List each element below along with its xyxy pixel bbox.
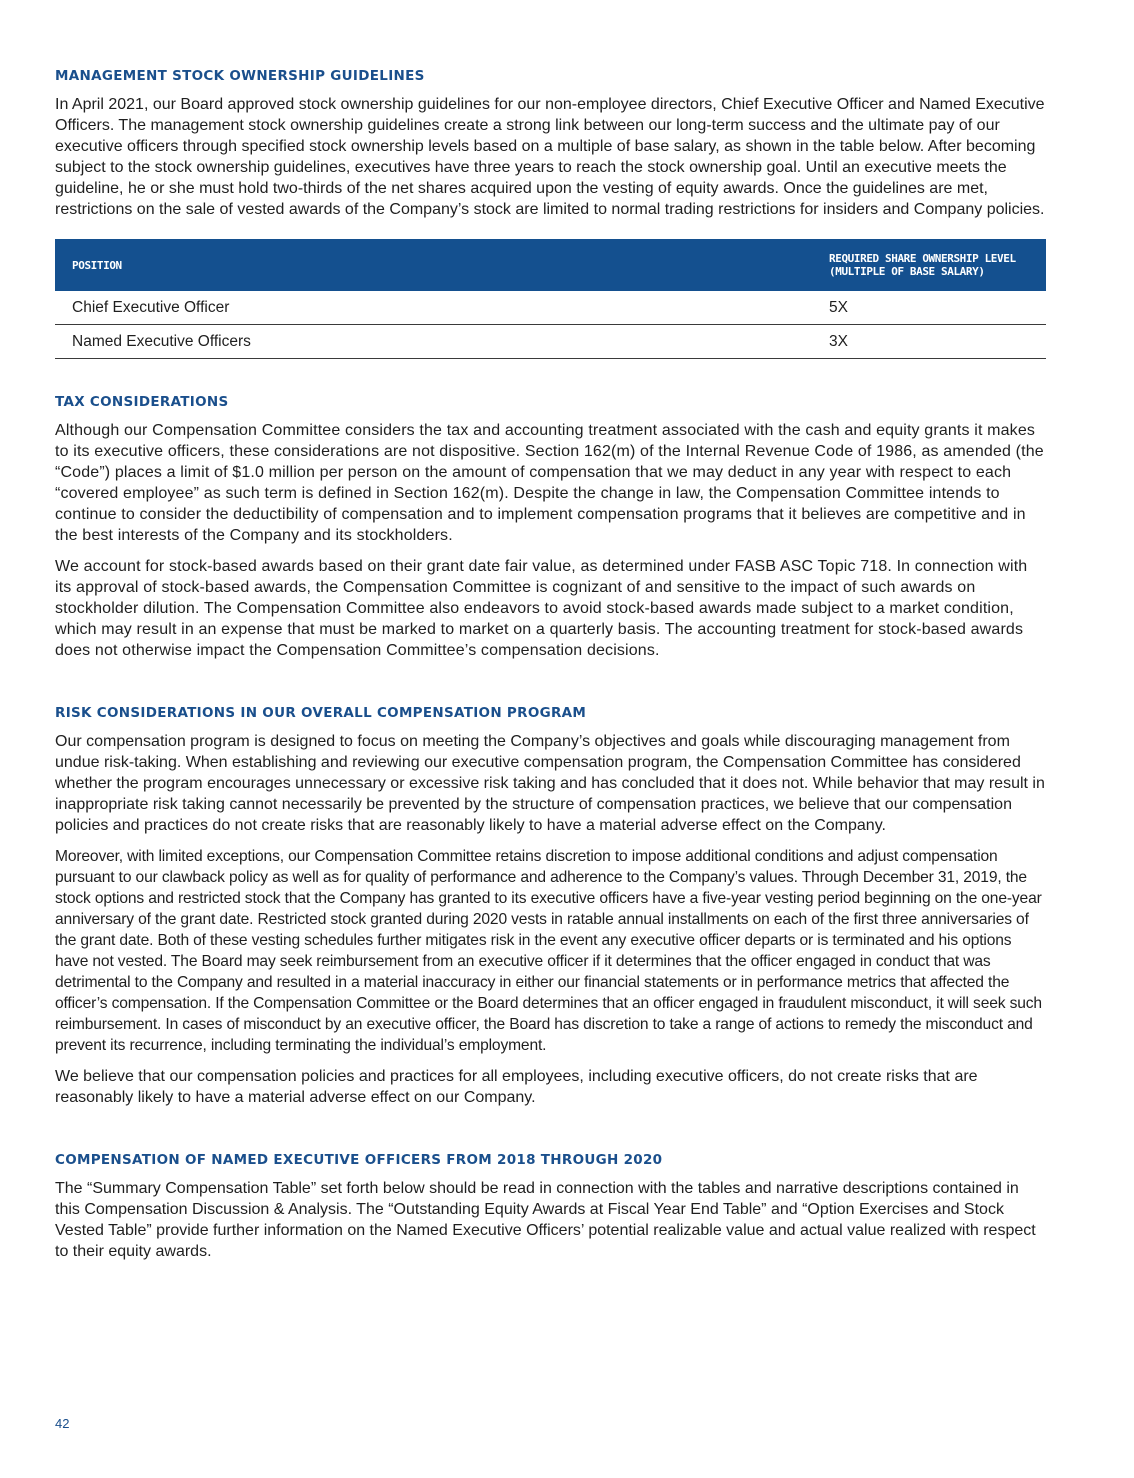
spacer [55, 671, 1046, 705]
page-number: 42 [55, 1416, 70, 1431]
tax-paragraph-1: Although our Compensation Committee considers the tax and accounting treatment associated with the cash and equity grants it makes to its executive officers, these considerations are not dispositive. Section 162(m) of the Internal Revenue Code of 1986, as amended (the “Code”) places a limit of $1.0 million per person on the amount of compensation that we may deduct in any year with respect to each “covered employee” as such term is defined in Section 162(m). Despite the change in law, the Compensation Committee intends to continue to consider the deductibility of compensation and to implement compensation programs that it believes are competitive and in the best interests of the Company and its stockholders. [55, 422, 1044, 544]
neo-compensation-paragraph: The “Summary Compensation Table” set forth below should be read in connection with the tables and narrative descriptions contained in this Compensation Discussion & Analysis. The “Outstanding Equity Awards at Fiscal Year End Table” and “Option Exercises and Stock Vested Table” provide further information on the Named Executive Officers’ potential realizable value and actual value realized with respect to their equity awards. [55, 1180, 1036, 1260]
ownership-level-cell: 3X [812, 325, 1046, 359]
ownership-table [55, 239, 1046, 359]
tax-paragraph-2: We account for stock-based awards based on their grant date fair value, as determined under FASB ASC Topic 718. In connection with its approval of stock-based awards, the Compensation Committee is cognizant of and sensitive to the impact of such awards on stockholder dilution. The Compensation Committee also endeavors to avoid stock-based awards made subject to a market condition, which may result in an expense that must be marked to market on a quarterly basis. The accounting treatment for stock-based awards does not otherwise impact the Compensation Committee’s compensation decisions. [55, 558, 1028, 659]
section-heading-tax: TAX CONSIDERATIONS [55, 394, 229, 410]
section-heading-risk: RISK CONSIDERATIONS IN OUR OVERALL COMPENSATION PROGRAM [55, 705, 587, 721]
document-page [55, 68, 1046, 1272]
position-cell: Chief Executive Officer [55, 291, 812, 325]
ownership-level-cell: 5X [812, 291, 1046, 325]
section-heading-ownership: MANAGEMENT STOCK OWNERSHIP GUIDELINES [55, 68, 425, 84]
risk-paragraph-3: We believe that our compensation policies and practices for all employees, including executive officers, do not create risks that are reasonably likely to have a material adverse effect on our Company. [55, 1068, 978, 1106]
section-heading-neo-compensation: COMPENSATION OF NAMED EXECUTIVE OFFICERS FROM 2018 THROUGH 2020 [55, 1152, 663, 1168]
spacer [55, 359, 1046, 394]
position-cell: Named Executive Officers [55, 325, 812, 359]
ownership-paragraph: In April 2021, our Board approved stock ownership guidelines for our non-employee directors, Chief Executive Officer and Named Executive Officers. The management stock ownership guidelines create a strong link between our long-term success and the ultimate pay of our executive officers through specified stock ownership levels based on a multiple of base salary, as shown in the table below. After becoming subject to the stock ownership guidelines, executives have three years to reach the stock ownership goal. Until an executive meets the guideline, he or she must hold two-thirds of the net shares acquired upon the vesting of equity awards. Once the guidelines are met, restrictions on the sale of vested awards of the Company’s stock are limited to normal trading restrictions for insiders and Company policies. [55, 96, 1045, 218]
ownership-table-header [55, 239, 1046, 291]
header-ownership-level: REQUIRED SHARE OWNERSHIP LEVEL (MULTIPLE OF BASE SALARY) [829, 252, 1016, 278]
risk-paragraph-2: Moreover, with limited exceptions, our Compensation Committee retains discretion to impose additional conditions and adjust compensation pursuant to our clawback policy as well as for quality of performance and adherence to the Company’s values. Through December 31, 2019, the stock options and restricted stock that the Company has granted to its executive officers have a five-year vesting period beginning on the one-year anniversary of the grant date. Restricted stock granted during 2020 vests in ratable annual installments on each of the first three anniversaries of the grant date. Both of these vesting schedules further mitigates risk in the event any executive officer departs or is terminated and his options have not vested. The Board may seek reimbursement from an executive officer if it determines that the officer engaged in conduct that was detrimental to the Company and resulted in a material inaccuracy in either our financial statements or in performance metrics that affected the officer’s compensation. If the Compensation Committee or the Board determines that an officer engaged in fraudulent misconduct, it will seek such reimbursement. In cases of misconduct by an executive officer, the Board has discretion to take a range of actions to remedy the misconduct and prevent its recurrence, including terminating the individual’s employment. [55, 848, 1042, 1054]
table-row [55, 291, 1046, 325]
risk-paragraph-1: Our compensation program is designed to focus on meeting the Company’s objectives and goals while discouraging management from undue risk-taking. When establishing and reviewing our executive compensation program, the Compensation Committee has considered whether the program encourages unnecessary or excessive risk taking and has concluded that it does not. While behavior that may result in inappropriate risk taking cannot necessarily be prevented by the structure of compensation practices, we believe that our compensation policies and practices do not create risks that are reasonably likely to have a material adverse effect on the Company. [55, 733, 1045, 834]
spacer [55, 1118, 1046, 1152]
header-position: POSITION [72, 258, 122, 272]
table-row [55, 325, 1046, 359]
